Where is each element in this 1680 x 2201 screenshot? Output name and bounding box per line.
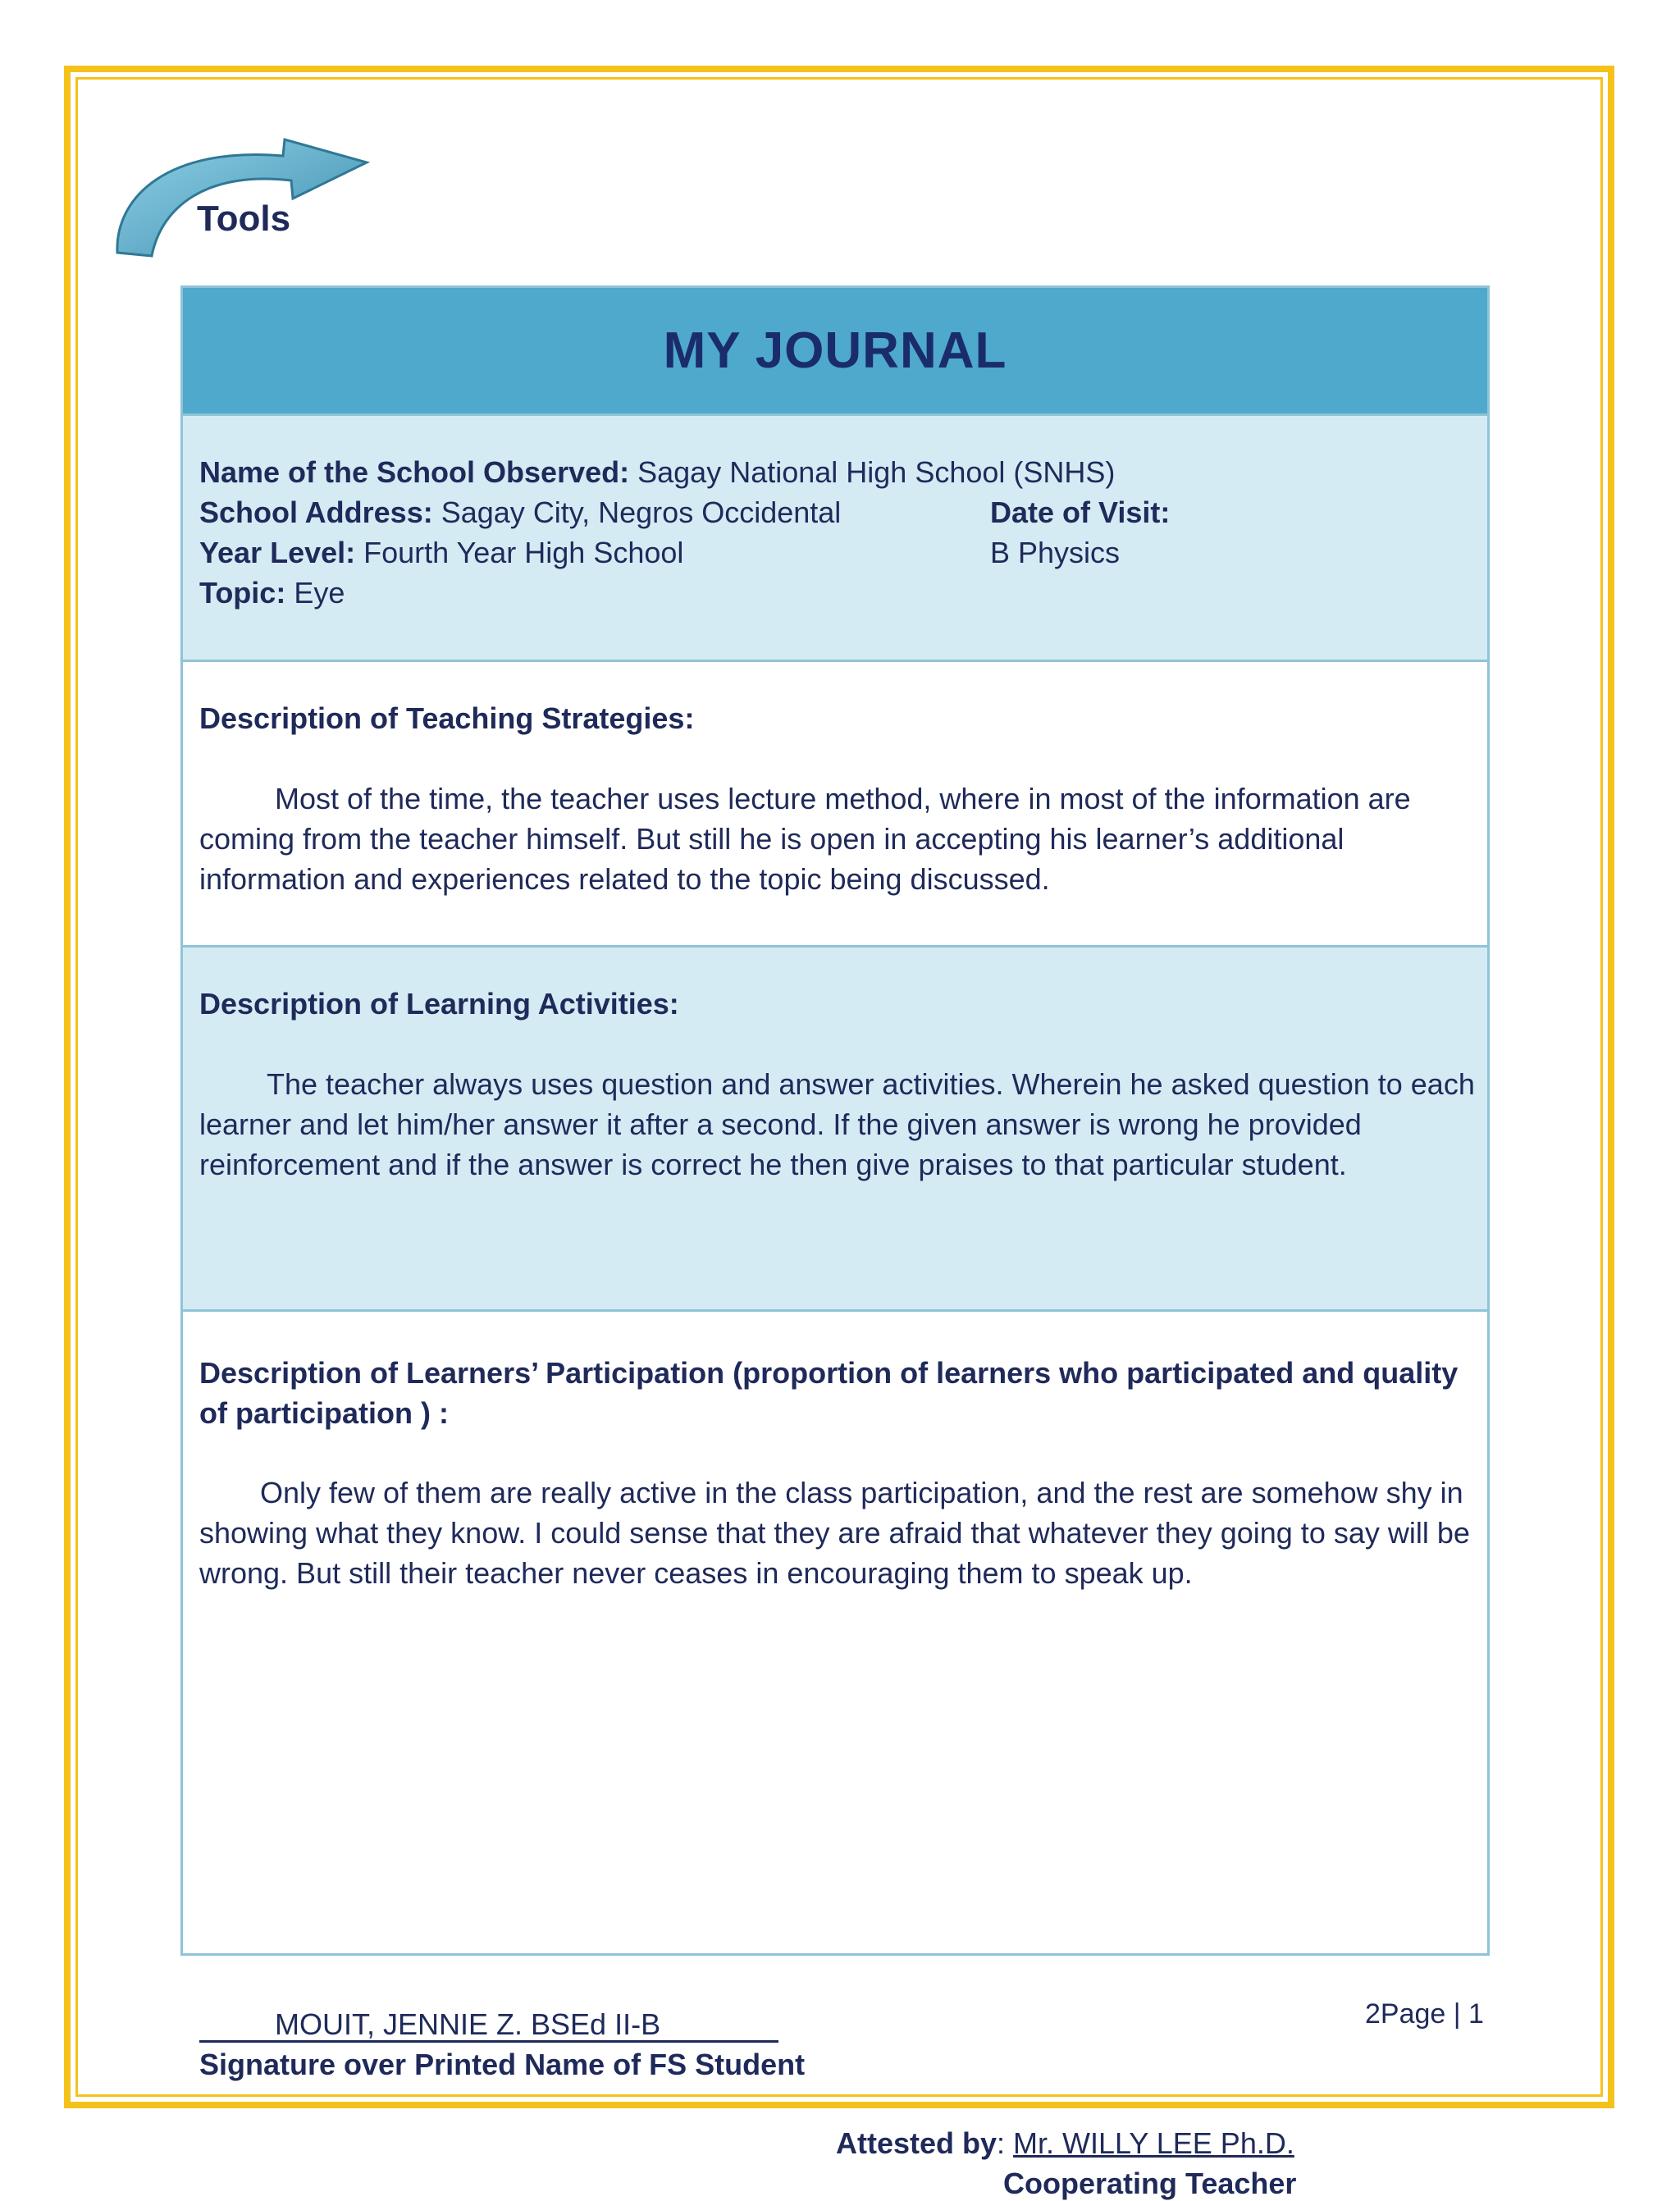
subject-value: B Physics <box>990 536 1121 569</box>
tools-label: Tools <box>197 199 291 239</box>
address-value: Sagay City, Negros Occidental <box>441 495 842 529</box>
curved-arrow-icon <box>111 131 381 263</box>
participation-body: Only few of them are really active in the class participation, and the rest are somehow shy in showing what they know. I could sense that they are afraid that whatever they going to say will be wrong. But still their teacher never ceases in encouraging them to speak up. <box>199 1476 1470 1590</box>
learning-heading: Description of Learning Activities: <box>199 987 679 1021</box>
teaching-heading: Description of Teaching Strategies: <box>199 701 695 735</box>
school-info-section <box>183 416 1487 662</box>
journal-title: MY JOURNAL <box>663 322 1007 379</box>
year-value: Fourth Year High School <box>363 536 684 569</box>
teaching-strategies-section <box>183 662 1487 948</box>
teaching-body: Most of the time, the teacher uses lecture method, where in most of the information are coming from the teacher himself. But still he is open in accepting his learner’s additional information and experiences related to the topic being discussed. <box>199 782 1411 896</box>
participation-heading: Description of Learners’ Participation (proportion of learners who participated and quality of participation ) : <box>199 1356 1459 1430</box>
topic-value: Eye <box>294 576 345 610</box>
year-label: Year Level: <box>199 536 356 569</box>
school-row <box>199 455 1115 490</box>
year-row <box>199 536 683 570</box>
student-name: MOUIT, JENNIE Z. BSEd II-B <box>275 2007 661 2041</box>
address-label: School Address: <box>199 495 433 529</box>
learning-body: The teacher always uses question and answer activities. Wherein he asked question to each learner and let him/her answer it after a second. If the given answer is wrong he provided reinforcement and if the answer is correct he then give praises to that particular student. <box>199 1067 1475 1181</box>
topic-row <box>199 576 345 610</box>
topic-label: Topic: <box>199 576 286 610</box>
date-label: Date of Visit: <box>990 495 1171 529</box>
attested-row: Attested by: Mr. WILLY LEE Ph.D. <box>836 2126 1294 2160</box>
page-number: 2Page | 1 <box>1365 1998 1484 2030</box>
school-label: Name of the School Observed: <box>199 455 630 489</box>
learning-activities-section <box>183 948 1487 1312</box>
school-value: Sagay National High School (SNHS) <box>637 455 1116 489</box>
signature-caption: Signature over Printed Name of FS Student <box>199 2048 806 2081</box>
journal-header <box>183 288 1487 416</box>
address-row <box>199 495 841 530</box>
attested-role: Cooperating Teacher <box>1003 2167 1297 2200</box>
attested-label: Attested by <box>836 2126 998 2160</box>
attested-name: Mr. WILLY LEE Ph.D. <box>1013 2126 1294 2160</box>
